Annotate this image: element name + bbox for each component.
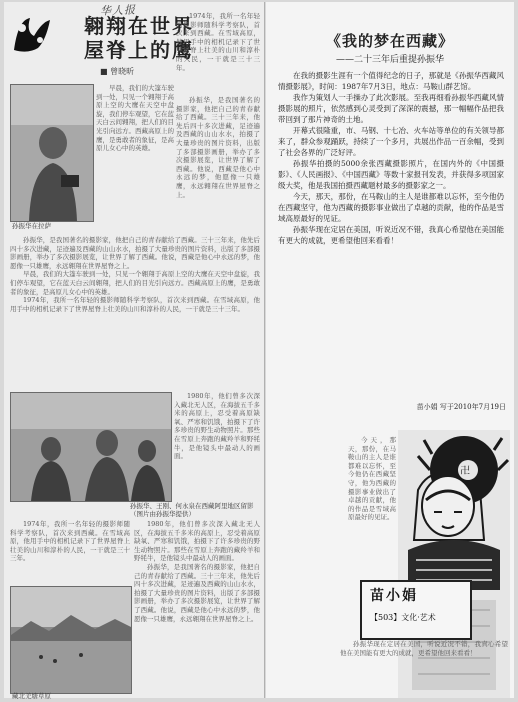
column-3-text: 1980年，他们曾多次深入藏北无人区，在海拔五千多米的高原上，忍受着高原缺氧、严寒和饥饿，拍摄下了许多珍贵的野生动物照片。那些在雪原上奔跑的藏羚羊和野牦牛，是他镜头中最动人的画面。 [174,392,260,461]
left-article-column-2 [176,96,260,236]
right-article-subtitle: ——二十三年后重提孙振华 [335,55,444,65]
main-text-c: 1974年，我所一名年轻的摄影师随科学考察队，首次来到西藏。在雪域高原，他用手中的相机记录下了世界屋脊上壮美的山川和淳朴的人民，一干就是三十三年。 [10,296,260,313]
photo2-caption: 孙振华、王刚、何永泉在西藏阿里地区留影（图片由孙振华提供） [130,502,254,518]
main-text-a: 孙振华，是我国著名的摄影家，他把自己的青春献给了西藏。三十三年来，他先后四十多次进藏，足迹遍及西藏的山山水水，拍摄了大量珍贵的图片资料，出版了多部摄影画册，举办了多次摄影展览，让世界了解了西藏。他说，西藏是他心中永远的梦，他愿像一只雄鹰，永远翱翔在世界屋脊之上。 [10,236,260,270]
svg-text:卍: 卍 [460,466,470,477]
right-paragraph: 我作为策划人一手操办了此次影展。至我再细看孙振华西藏风情摄影展的照片，依然感到心灵受到了深深的震撼，那一幅幅作品把我带回到了那片神奇的土地。 [278,93,504,124]
left-article-column-3 [174,392,260,500]
byline-author: 曾晓昕 [110,67,135,76]
column-5-text-b: 孙振华，是我国著名的摄影家，他把自己的青春献给了西藏。三十三年来，他先后四十多次进藏，足迹遍及西藏的山山水水，拍摄了大量珍贵的图片资料，出版了多部摄影画册，举办了多次摄影展览，让世界了解了西藏。他说，西藏是他心中永远的梦，他愿像一只雄鹰，永远翱翔在世界屋脊之上。 [134,562,260,623]
column-1-text: 早晨，我们的大篷车驶到一处，只见一个翱翔于高原上空的大鹰在天空中盘旋，我们停车观望，它在蓝天白云间翱翔，把人们的目光引向远方。西藏高原上的鹰，是勇敢者的象征，是高原儿女心中的英雄。 [96,84,174,153]
right-paragraph: 今天，那天，那份，在马鞍山的主人是谁都难以忘怀，至今他仍在西藏坚守，他为西藏的摄影事业做出了卓越的贡献，他的作品是雪域高原最好的见证。 [278,192,504,223]
right-article-signoff: 苗小娟 写于2010年7月19日 [416,403,506,411]
right-article-body [278,70,504,246]
photo-landscape [10,586,132,694]
photo-group [10,392,172,502]
left-article-column-4 [10,520,130,580]
right-paragraph: 孙振华现在定居在美国，听说近况不错，我真心希望他在美国能有更大的成就，更希望他回来看看！ [278,225,504,245]
left-article-column-1 [96,84,174,234]
left-article-column-top [176,12,260,92]
main-text-b: 早晨，我们的大篷车驶到一处，只见一个翱翔于高原上空的大鹰在天空中盘旋，我们停车观望，它在蓝天白云间翱翔，把人们的目光引向远方。西藏高原上的鹰，是勇敢者的象征，是高原儿女心中的英雄。 [10,270,260,296]
photo3-caption: 藏北羌塘草原 [12,692,51,700]
column-2-text: 孙振华，是我国著名的摄影家，他把自己的青春献给了西藏。三十三年来，他先后四十多次进藏，足迹遍及西藏的山山水水，拍摄了大量珍贵的图片资料，出版了多部摄影画册，举办了多次摄影展览，让世界了解了西藏。他说，西藏是他心中永远的梦，他愿像一只雄鹰，永远翱翔在世界屋脊之上。 [176,96,260,199]
right-paragraph: 开幕式很隆重，市、马钢、十七冶、火车站等单位的有关领导都来了，群众参观踊跃，持续了一个多月，共展出作品一百余幅，受到了社会各界的广泛好评。 [278,126,504,157]
stamp-subtitle: 【503】文化·艺术 [370,613,436,622]
right-lower-text-body: 今天，那天，那份，在马鞍山的主人是谁都难以忘怀，至今他仍在西藏坚守，他为西藏的摄影事业做出了卓越的贡献，他的作品是雪域高原最好的见证。 [348,436,396,522]
right-paragraph: 孙振华拍摄的5000余张西藏摄影照片，在国内外的《中国摄影》、《人民画报》、《中国西藏》等数十家报刊发表，并获得多项国家级大奖，他是我国拍摄西藏题材最多的摄影家之一。 [278,159,504,190]
stamp-name: 苗小娟 [370,588,418,604]
right-paragraph: 在我的摄影生涯有一个值得纪念的日子，那就是《孙振华西藏风情摄影展》，时间：1987年7月3日，地点：马鞍山群艺馆。 [278,71,504,91]
left-article-column-5 [134,520,260,692]
right-lower-text [348,436,396,576]
brush-logo-icon [8,10,56,58]
title-line-1: 翱翔在世界 [84,14,194,38]
right-bottom-text-body: 孙振华现在定居在美国，听说近况不错，我真心希望他在美国能有更大的成就，更希望他回来看看！ [340,640,508,657]
right-bottom-text [340,640,508,694]
title-line-2: 屋脊上的鹰 [84,38,194,62]
photo-portrait [10,84,94,222]
left-article-byline [100,66,134,77]
column-4-text: 1974年，我所一名年轻的摄影师随科学考察队，首次来到西藏。在雪域高原，他用手中的相机记录下了世界屋脊上壮美的山川和淳朴的人民，一干就是三十三年。 [10,520,130,563]
photo1-caption: 孙振华在拉萨 [12,222,51,230]
right-article-title: 《我的梦在西藏》 [325,32,454,50]
left-article-main-text [10,236,260,386]
byline-marker: ■ [100,67,108,76]
handwritten-note: 华人报 [99,3,137,18]
column-5-text: 1980年，他们曾多次深入藏北无人区，在海拔五千多米的高原上，忍受着高原缺氧、严寒和饥饿，拍摄下了许多珍贵的野生动物照片。那些在雪原上奔跑的藏羚羊和野牦牛，是他镜头中最动人的画面。 [134,520,260,563]
column-top-text: 1974年，我所一名年轻的摄影师随科学考察队，首次来到西藏。在雪域高原，他用手中的相机记录下了世界屋脊上壮美的山川和淳朴的人民，一干就是三十三年。 [176,12,260,72]
